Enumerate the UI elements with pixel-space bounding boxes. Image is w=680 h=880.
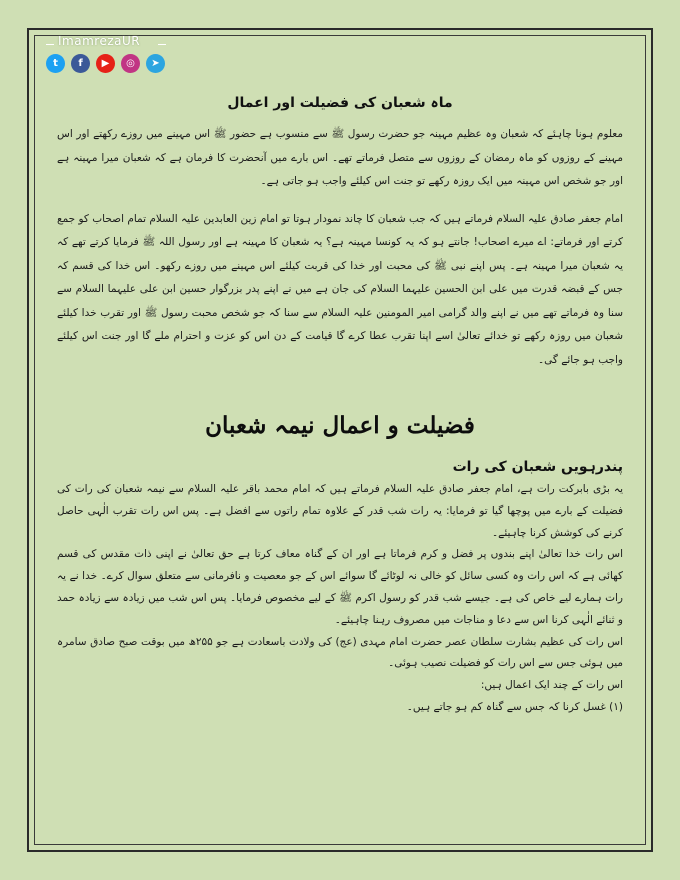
facebook-icon[interactable]: f (71, 54, 90, 73)
youtube-icon[interactable]: ▶ (96, 54, 115, 73)
body-line: یہ بڑی بابرکت رات ہے، امام جعفر صادق علیہ السلام فرماتے ہیں کہ امام محمد باقر علیہ السلام سے نیمہ شعبان کی رات کی فضیلت کے بارے میں پوچھا گیا تو فرمایا: یہ رات شب قدر کے علاوہ تمام راتوں سے افضل ہے۔ پس اس رات تقرب الٰہی حاصل کرنے کی کوشش کرنا چاہیئے۔ (57, 483, 623, 539)
document-body (57, 95, 623, 719)
brand-line-left (46, 44, 54, 45)
body-line: اس رات خدا تعالیٰ اپنے بندوں پر فضل و کرم فرماتا ہے اور ان کے گناہ معاف کرتا ہے حق تعالیٰ نے اپنی ذات مقدس کی قسم کھائی ہے کہ اس رات وہ کسی سائل کو خالی نہ لوٹائے گا سوائے اس کے جو معصیت و نافرمانی سے متعلق سوال کرے۔ خدا نے یہ رات ہمارے لیے خاص کی ہے۔ جیسے شب قدر کو رسول اکرم ﷺ کے لیے مخصوص فرمایا۔ پس اس شب میں زیادہ سے زیادہ حمد و ثنائے الٰہی کرنا اس سے دعا و مناجات میں مصروف رہنا چاہیئے۔ (57, 548, 623, 626)
page-title: ماہ شعبان کی فضیلت اور اعمال (227, 95, 453, 111)
body-line: (۱) غسل کرنا کہ جس سے گناہ کم ہو جاتے ہیں۔ (406, 700, 623, 713)
body-line: اس رات کی عظیم بشارت سلطان عصر حضرت امام مہدی (عج) کی ولادت باسعادت ہے جو ۲۵۵ھ میں بوقت صبح صادق سامرہ میں ہوئی جس سے اس رات کو فضیلت نصیب ہوئی۔ (57, 635, 623, 670)
brand-name: ImamrezaUR (58, 34, 141, 48)
instagram-icon[interactable]: ◎ (121, 54, 140, 73)
section-subtitle: پندرہویں شعبان کی رات (452, 459, 623, 475)
twitter-icon[interactable]: t (46, 54, 65, 73)
section-banner: فضیلت و اعمال نیمہ شعبان (205, 412, 475, 439)
intro-paragraph: معلوم ہونا چاہئے کہ شعبان وہ عظیم مہینہ جو حضرت رسول ﷺ سے منسوب ہے حضور ﷺ اس مہینے میں روزے رکھتے اور اس مہینے کے روزوں کو ماہ رمضان کے روزوں سے متصل فرماتے تھے۔ اس بارے میں آنحضرت کا فرمان ہے کہ شعبان میرا مہینہ ہے اور جو شخص اس مہینہ میں ایک روزہ رکھے تو جنت اس کیلئے واجب ہو جاتی ہے۔ (57, 128, 623, 187)
brand-line-right (158, 44, 166, 45)
telegram-icon[interactable]: ➤ (146, 54, 165, 73)
hadith-paragraph: امام جعفر صادق علیہ السلام فرماتے ہیں کہ جب شعبان کا چاند نمودار ہوتا تو امام زین العابدین علیہ السلام تمام اصحاب کو جمع کرتے اور فرماتے: اے میرے اصحاب! جانتے ہو کہ یہ کونسا مہینہ ہے؟ یہ شعبان کا مہینہ ہے اور رسول اللہ ﷺ فرمایا کرتے تھے کہ یہ شعبان میرا مہینہ ہے۔ پس اپنے نبی ﷺ کی محبت اور خدا کی قربت کیلئے اس مہینے میں روزے رکھو۔ اس خدا کی قسم کہ جس کے قبضہ قدرت میں علی ابن الحسین علیہما السلام کی جان ہے میں نے اپنے پدر بزرگوار حسین ابن علی علیہما السلام سے سنا وہ فرماتے تھے میں نے اپنے والد گرامی امیر المومنین علیہ السلام سے سنا کہ جو شخص محبت رسول ﷺ اور تقرب خدا کیلئے شعبان میں روزہ رکھے تو خدائے تعالیٰ اسے اپنا تقرب عطا کرے گا قیامت کے دن اس کو عزت و احترام ملے گا اور جنت اس کیلئے واجب ہو جائے گی۔ (57, 212, 623, 366)
brand-watermark (46, 30, 176, 76)
body-line: اس رات کے چند ایک اعمال ہیں: (480, 679, 623, 692)
social-icons (46, 54, 165, 73)
